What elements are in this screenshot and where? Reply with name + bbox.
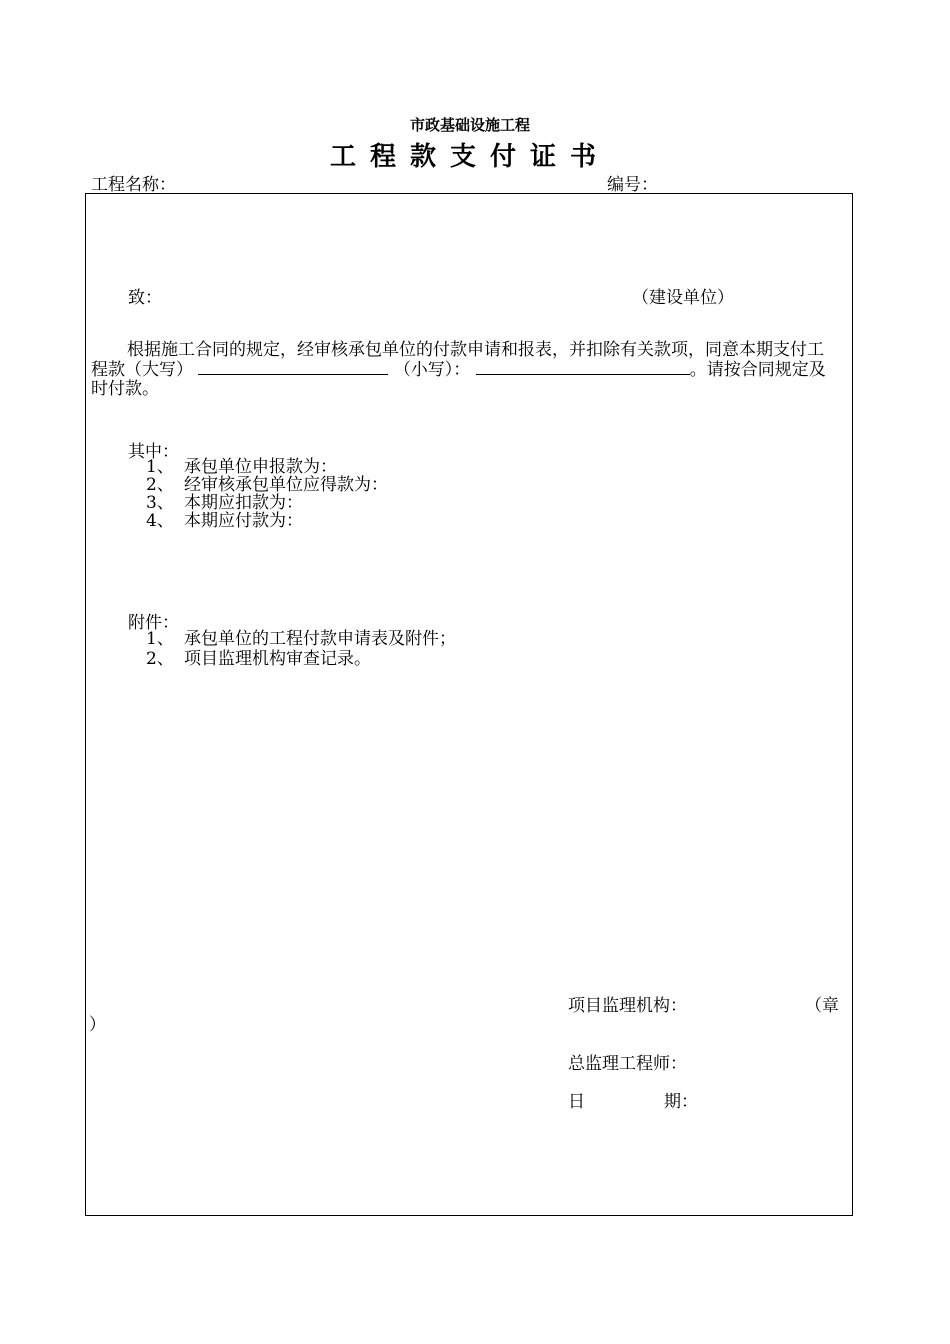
date-label-part2: 期： (664, 1092, 698, 1112)
among-label: 其中： (128, 442, 179, 462)
list-item: 4、 本期应付款为： (146, 511, 303, 531)
attachment-list (146, 629, 456, 669)
paragraph-text-2: （小写）： (393, 360, 471, 380)
seal-open: （章 (805, 996, 839, 1016)
paragraph-text-3: 。请按合同规定及时付款。 (91, 360, 826, 399)
paragraph-text-1: 根据施工合同的规定，经审核承包单位的付款申请和报表，并扣除有关款项，同意本期支付工程款（大写） (91, 340, 824, 380)
amount-uppercase-field[interactable] (198, 360, 388, 375)
seal-close: ） (89, 1015, 106, 1035)
form-subtitle: 市政基础设施工程 (409, 116, 530, 134)
supervision-org-label: 项目监理机构： (568, 996, 687, 1016)
chief-engineer-label: 总监理工程师： (568, 1054, 687, 1074)
payment-paragraph (91, 341, 839, 399)
project-name-label: 工程名称： (91, 175, 176, 195)
attachment-label: 附件： (128, 613, 179, 633)
number-label: 编号： (607, 175, 658, 195)
list-item: 1、 承包单位的工程付款申请表及附件； (146, 629, 456, 649)
list-item: 2、 经审核承包单位应得款为： (146, 475, 388, 495)
list-item: 2、 项目监理机构审查记录。 (146, 649, 371, 669)
date-label-part1: 日 (568, 1092, 585, 1112)
to-label: 致： (128, 288, 162, 308)
list-item: 3、 本期应扣款为： (146, 493, 303, 513)
recipient-unit: （建设单位） (632, 288, 734, 308)
amount-lowercase-field[interactable] (476, 360, 690, 375)
among-list (146, 458, 388, 530)
list-item: 1、 承包单位申报款为： (146, 457, 337, 477)
form-title: 工程款支付证书 (329, 142, 610, 172)
